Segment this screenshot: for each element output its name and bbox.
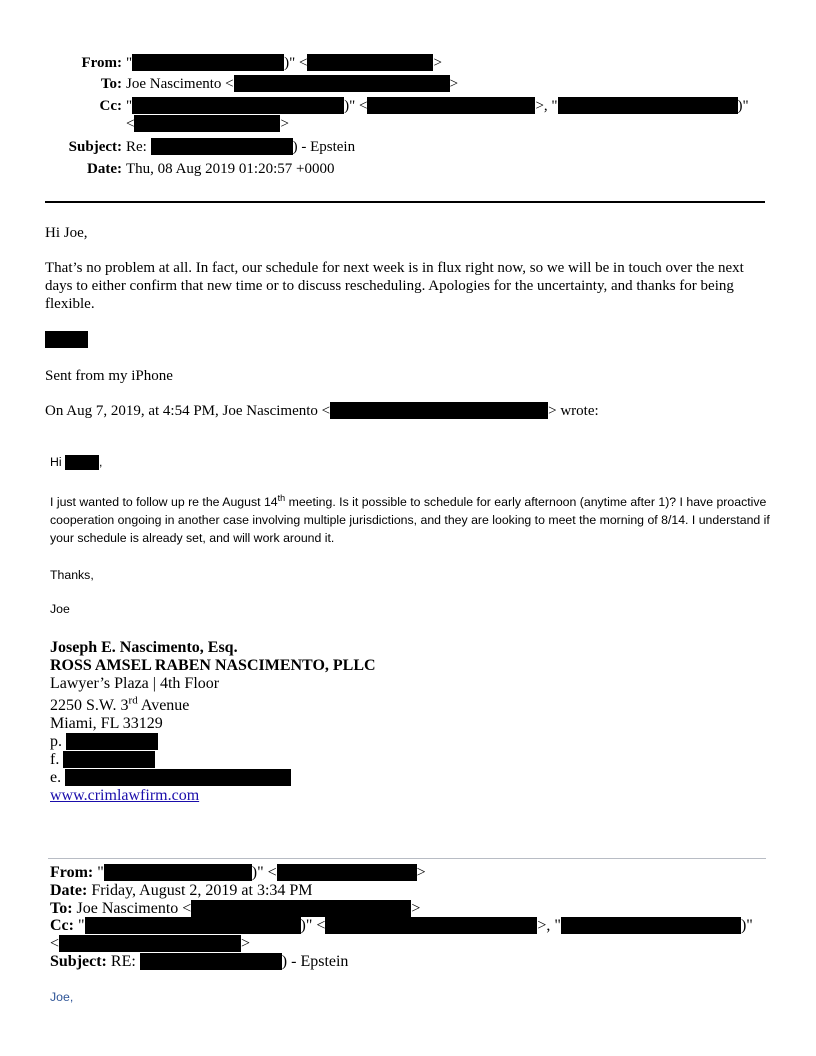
redaction xyxy=(132,97,344,114)
prev-subject-suffix: ) - Epstein xyxy=(281,953,349,970)
redaction xyxy=(367,97,535,114)
cc-value: " )" < >, " )" xyxy=(126,98,749,114)
redaction xyxy=(65,769,291,786)
address-avenue: Avenue xyxy=(137,697,190,714)
prev-cc-cont: < > xyxy=(50,935,251,952)
from-label: From: xyxy=(81,55,122,71)
date-label: Date: xyxy=(87,161,122,177)
signature-email xyxy=(50,769,291,787)
subject-value xyxy=(126,138,355,156)
body-paragraph: That’s no problem at all. In fact, our schedule for next week is in flux right now, so we will be in touch over the next days to either confirm that new time or to discuss rescheduling. Apologies for the uncertainty, and thanks for being flexible. xyxy=(45,260,744,312)
prev-from: From: " )" < > xyxy=(50,864,426,881)
phone-label: p. xyxy=(50,733,62,750)
superscript: rd xyxy=(128,694,138,707)
redaction xyxy=(63,751,155,768)
quoted-name: Joe xyxy=(50,602,70,616)
redaction xyxy=(59,935,241,952)
quote-intro xyxy=(45,402,599,420)
prev-date-value: Friday, August 2, 2019 at 3:34 PM xyxy=(91,882,313,899)
redaction xyxy=(104,864,252,881)
signature-address2 xyxy=(50,694,190,715)
prev-subject-prefix: RE: xyxy=(110,953,136,970)
prev-subject xyxy=(50,953,348,971)
redaction xyxy=(132,54,284,71)
prev-subject-label: Subject: xyxy=(50,953,107,970)
date-value: Thu, 08 Aug 2019 01:20:57 +0000 xyxy=(126,161,335,177)
to-label: To: xyxy=(100,76,122,92)
quote-intro-suffix: > wrote: xyxy=(548,403,599,419)
quoted-greeting xyxy=(50,453,102,471)
quoted-paragraph xyxy=(50,493,770,547)
prev-cc-label: Cc: xyxy=(50,917,74,934)
signature-address3: Miami, FL 33129 xyxy=(50,715,163,732)
superscript: th xyxy=(277,492,286,503)
prev-to: To: Joe Nascimento < > xyxy=(50,900,421,917)
prev-to-label: To: xyxy=(50,900,73,917)
quote-intro-text: On Aug 7, 2019, at 4:54 PM, Joe Nascimento < xyxy=(45,403,331,419)
quoted-text: I just wanted to follow up re the August 14 xyxy=(50,495,278,509)
prev-greeting: Joe, xyxy=(50,990,74,1004)
cc-label: Cc: xyxy=(99,98,122,114)
subject-suffix: ) - Epstein xyxy=(292,139,356,155)
signer-redaction xyxy=(45,331,88,349)
signature-phone xyxy=(50,733,158,751)
quoted-text-cont: meeting. Is it possible to schedule for early afternoon (anytime after 1)? I have proactive cooperation ongoing in another case involving multiple jurisdictions, and they are looking to meet the morning of 8/14. I understand if your schedule is already set, and will work around it. xyxy=(50,495,770,545)
greeting: Hi Joe, xyxy=(45,225,88,241)
redaction xyxy=(325,917,537,934)
sent-from: Sent from my iPhone xyxy=(45,368,173,384)
redaction xyxy=(330,402,548,419)
signature-website xyxy=(50,787,199,805)
signature-fax xyxy=(50,751,155,769)
prev-to-name: Joe Nascimento xyxy=(76,900,179,917)
redaction xyxy=(234,75,450,92)
prev-date-label: Date: xyxy=(50,882,88,899)
from-value: " )" < > xyxy=(126,55,442,71)
redaction xyxy=(134,115,280,132)
header-divider xyxy=(45,201,765,203)
redaction xyxy=(140,953,282,970)
redaction xyxy=(558,97,738,114)
redaction xyxy=(277,864,417,881)
redaction xyxy=(561,917,741,934)
prev-cc: Cc: " )" < >, " )" xyxy=(50,917,753,934)
quoted-thanks: Thanks, xyxy=(50,568,94,582)
subject-prefix: Re: xyxy=(126,139,147,155)
quoted-comma: , xyxy=(99,455,103,469)
redaction xyxy=(65,455,99,470)
fax-label: f. xyxy=(50,751,60,768)
signature-name: Joseph E. Nascimento, Esq. xyxy=(50,639,238,656)
prev-from-label: From: xyxy=(50,864,94,881)
redaction xyxy=(66,733,158,750)
signature-address1: Lawyer’s Plaza | 4th Floor xyxy=(50,675,220,692)
prev-date xyxy=(50,882,313,900)
signature-firm: ROSS AMSEL RABEN NASCIMENTO, PLLC xyxy=(50,657,376,674)
subject-label: Subject: xyxy=(68,139,122,155)
message-separator xyxy=(48,858,766,859)
redaction xyxy=(191,900,411,917)
redaction xyxy=(45,331,88,348)
website-link[interactable]: www.crimlawfirm.com xyxy=(50,787,200,804)
redaction xyxy=(85,917,301,934)
redaction xyxy=(151,138,293,155)
to-value: Joe Nascimento < > xyxy=(126,76,459,92)
to-name: Joe Nascimento xyxy=(126,76,222,92)
address-street: 2250 S.W. 3 xyxy=(50,697,129,714)
cc-value-cont: < > xyxy=(126,116,289,132)
email-label: e. xyxy=(50,769,62,786)
redaction xyxy=(307,54,433,71)
quoted-hi: Hi xyxy=(50,455,62,469)
